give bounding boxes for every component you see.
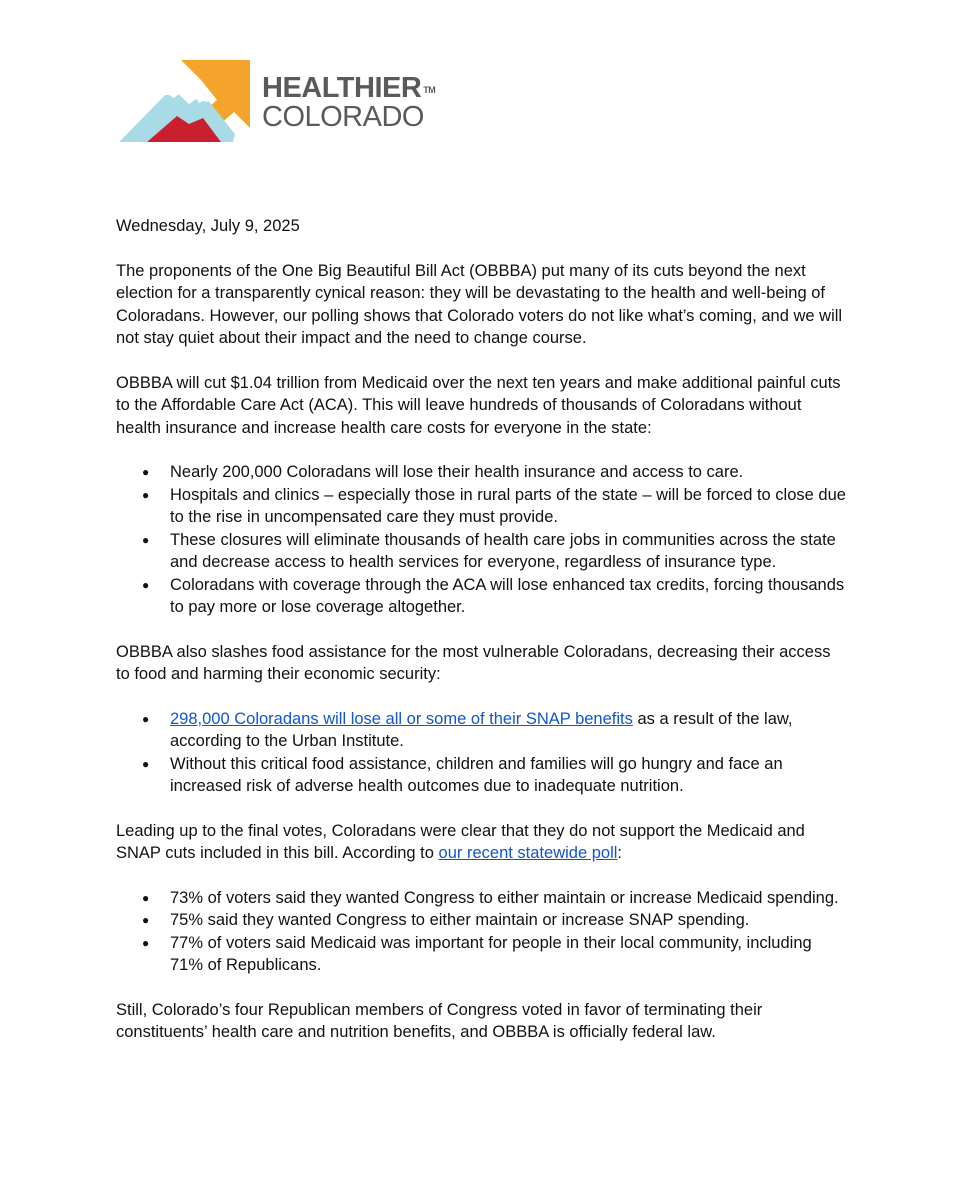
medicaid-impact-list	[116, 461, 846, 619]
logo-line2: COLORADO	[262, 101, 424, 133]
list-item: ● 77% of voters said Medicaid was important for people in their local community, including 71% of Republicans.	[170, 932, 846, 977]
list-item-text: as a result of the law, according to the Urban Institute.	[170, 709, 793, 750]
paragraph-conclusion: Still, Colorado’s four Republican members of Congress voted in favor of terminating their constituents’ health care and nutrition benefits, and OBBBA is officially federal law.	[116, 1000, 763, 1041]
paragraph-medicaid: OBBBA will cut $1.04 trillion from Medicaid over the next ten years and make additional painful cuts to the Affordable Care Act (ACA). This will leave hundreds of thousands of Coloradans without health insurance and increase health care costs for everyone in the state:	[116, 373, 841, 437]
healthier-colorado-logo	[117, 58, 436, 148]
list-item: ● Nearly 200,000 Coloradans will lose their health insurance and access to care.	[170, 461, 846, 484]
list-item: ● 73% of voters said they wanted Congress to either maintain or increase Medicaid spending.	[170, 887, 846, 910]
snap-impact-list	[116, 708, 846, 798]
list-item: ● These closures will eliminate thousands of health care jobs in communities across the state and decrease access to health services for everyone, regardless of insurance type.	[170, 529, 846, 574]
letter-body	[116, 215, 846, 1066]
poll-results-list	[116, 887, 846, 977]
logo-wordmark	[262, 74, 435, 132]
list-item: ● Without this critical food assistance, children and families will go hungry and face an increased risk of adverse health outcomes due to inadequate nutrition.	[170, 753, 846, 798]
list-item: ● Hospitals and clinics – especially those in rural parts of the state – will be forced to close due to the rise in uncompensated care they must provide.	[170, 484, 846, 529]
letter-date: Wednesday, July 9, 2025	[116, 217, 300, 235]
paragraph-poll	[116, 820, 846, 865]
paragraph-intro: The proponents of the One Big Beautiful Bill Act (OBBBA) put many of its cuts beyond the next election for a transparently cynical reason: they will be devastating to the health and well-being of Coloradans. However, our polling shows that Colorado voters do not like what’s coming, and we will not stay quiet about their impact and the need to change course.	[116, 261, 843, 347]
logo-trademark: TM	[423, 85, 436, 95]
statewide-poll-link[interactable]: our recent statewide poll	[438, 844, 618, 862]
list-item: ● Coloradans with coverage through the ACA will lose enhanced tax credits, forcing thousands to pay more or lose coverage altogether.	[170, 574, 846, 619]
list-item	[170, 708, 846, 753]
poll-colon: :	[617, 844, 622, 862]
poll-intro-text: Leading up to the final votes, Coloradans were clear that they do not support the Medicaid and SNAP cuts included in this bill. According to	[116, 821, 805, 862]
mountain-arrow-logo-icon	[117, 58, 257, 148]
snap-benefits-link[interactable]: 298,000 Coloradans will lose all or some of their SNAP benefits	[170, 709, 633, 728]
list-item: ● 75% said they wanted Congress to either maintain or increase SNAP spending.	[170, 909, 846, 932]
paragraph-food-assistance: OBBBA also slashes food assistance for the most vulnerable Coloradans, decreasing their access to food and harming their economic security:	[116, 642, 831, 683]
logo-line1: HEALTHIER	[262, 72, 422, 104]
